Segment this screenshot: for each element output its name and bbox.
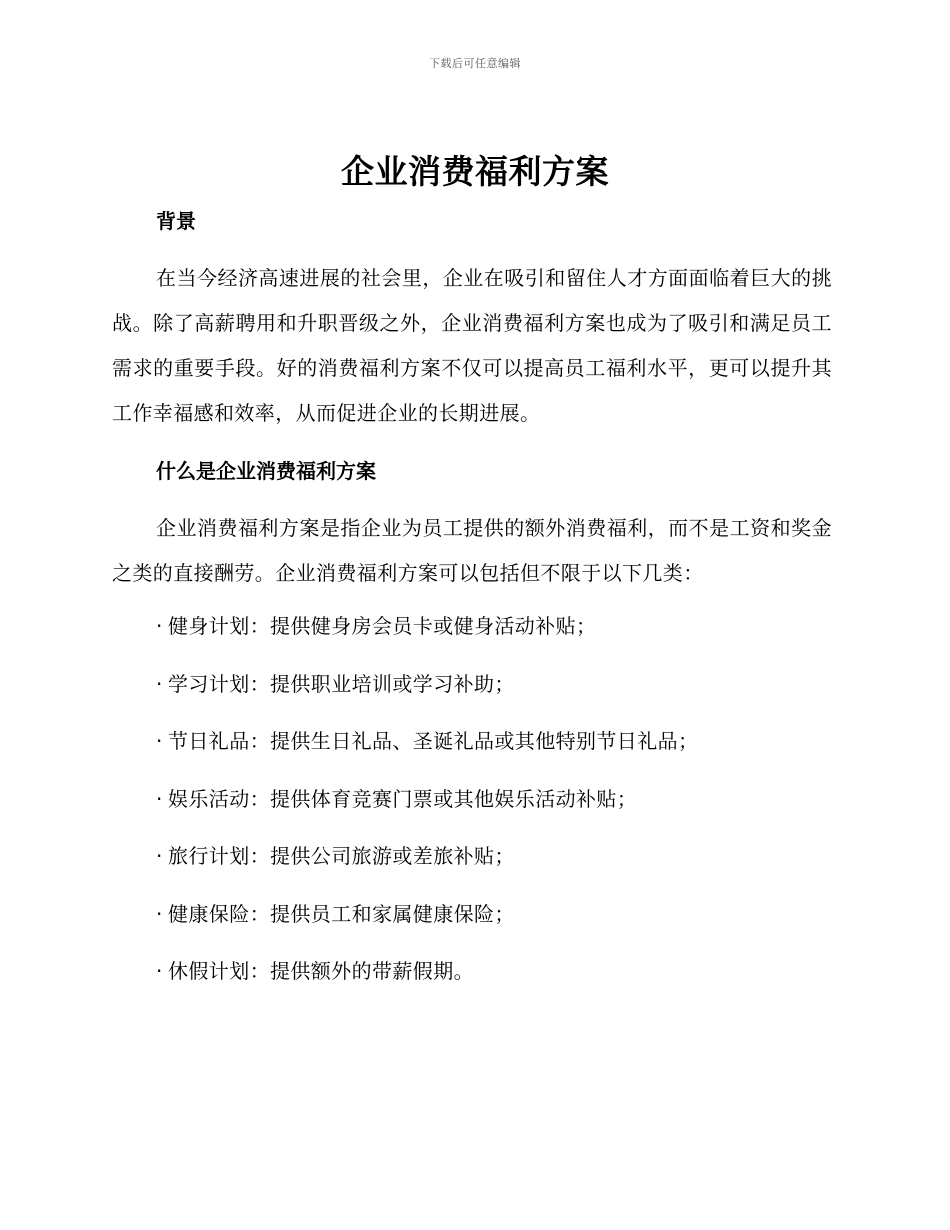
bullet-dot-icon: · [156,959,163,983]
document-title: 企业消费福利方案 [341,152,609,191]
bullet-text: 健身计划：提供健身房会员卡或健身活动补贴； [168,614,597,638]
bullet-item-fitness [156,612,698,670]
section-heading-what-is: 什么是企业消费福利方案 [156,459,376,483]
bullet-item-entertainment [156,785,698,843]
page-header-note: 下载后可任意编辑 [429,57,521,70]
bullet-item-holiday-gifts [156,727,698,785]
bullet-dot-icon: · [156,786,163,811]
section-heading-background: 背景 [156,209,196,233]
paragraph-background: 在当今经济高速进展的社会里，企业在吸引和留住人才方面面临着巨大的挑战。除了高薪聘用和升职晋级之外，企业消费福利方案也成为了吸引和满足员工需求的重要手段。好的消费福利方案不仅可以提高员工福利水平，更可以提升其工作幸福感和效率，从而促进企业的长期进展。 [112,266,832,425]
paragraph-what-is: 企业消费福利方案是指企业为员工提供的额外消费福利，而不是工资和奖金之类的直接酬劳。企业消费福利方案可以包括但不限于以下几类： [112,516,832,585]
bullet-text: 娱乐活动：提供体育竞赛门票或其他娱乐活动补贴； [168,786,638,811]
bullet-dot-icon: · [156,844,163,868]
bullet-text: 学习计划：提供职业培训或学习补助； [168,671,515,696]
bullet-dot-icon: · [156,671,163,696]
bullet-item-health-insurance [156,900,698,958]
bullet-item-learning [156,670,698,728]
bullet-dot-icon: · [156,614,163,638]
bullet-text: 健康保险：提供员工和家属健康保险； [168,901,515,926]
bullet-text: 旅行计划：提供公司旅游或差旅补贴； [168,844,515,868]
bullet-dot-icon: · [156,729,163,753]
bullet-item-travel [156,842,698,900]
benefit-bullet-list [156,612,698,1015]
bullet-text: 休假计划：提供额外的带薪假期。 [168,959,474,983]
bullet-dot-icon: · [156,901,163,926]
bullet-text: 节日礼品：提供生日礼品、圣诞礼品或其他特别节日礼品； [168,729,699,753]
bullet-item-vacation [156,957,698,1015]
